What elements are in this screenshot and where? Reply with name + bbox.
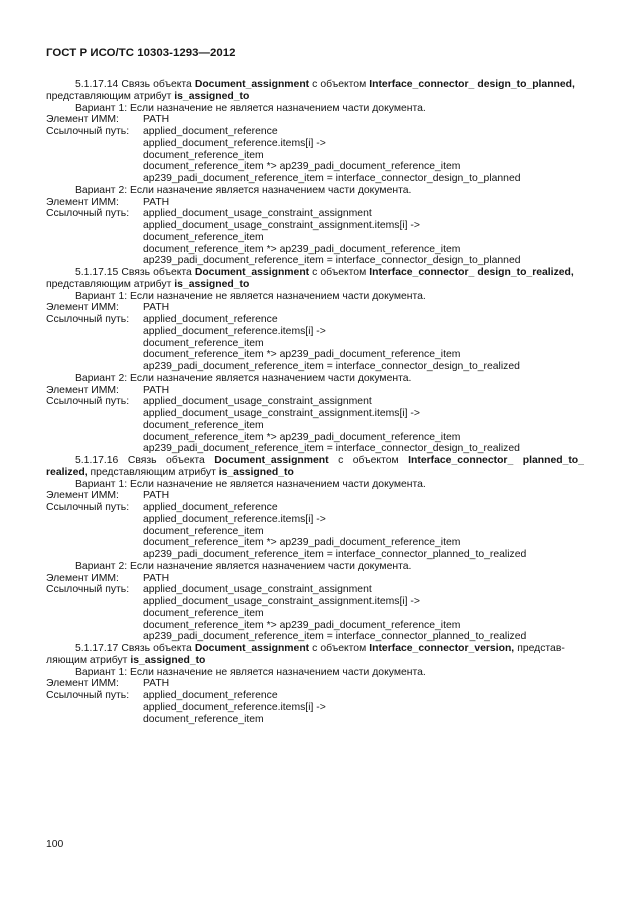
heading-part: представляющим атрибут [46,90,175,102]
heading-part: is_assigned_to [130,654,206,666]
element-value: PATH [143,384,170,396]
heading-part: is_assigned_to [174,90,250,102]
refpath-value: applied_document_reference.items[i] -> [143,701,326,713]
heading-word-wrap [408,455,513,467]
section-heading [46,79,584,91]
refpath-label: Ссылочный путь: [46,126,130,137]
element-row [46,573,584,585]
heading-word-wrap [477,267,573,279]
refpath-row [46,690,584,702]
refpath-value: applied_document_reference.items[i] -> [143,137,326,149]
refpath-value: applied_document_reference [143,314,278,325]
refpath-value: ap239_padi_document_reference_item = interface_connector_design_to_planned [143,173,521,184]
heading-word: с [338,455,344,466]
refpath-value: applied_document_usage_constraint_assignment [143,208,372,220]
heading-word: объектом [352,455,399,466]
refpath-value: applied_document_reference.items[i] -> [143,325,326,337]
heading-word: объектом [320,79,367,90]
heading-word: 5.1.17.15 [75,267,119,278]
element-row [46,678,584,690]
heading-word: объекта [153,643,192,654]
heading-word: Связь [121,267,151,278]
element-value: PATH [143,114,170,126]
section-heading [46,267,584,279]
refpath-value: document_reference_item *> ap239_padi_document_reference_item [143,537,461,549]
refpath-value: document_reference_item *> ap239_padi_document_reference_item [143,161,461,173]
element-row [46,302,584,314]
element-value: PATH [143,302,170,314]
refpath-value: applied_document_usage_constraint_assignment.items[i] -> [143,220,420,231]
heading-part: is_assigned_to [174,278,250,290]
variant-title: Вариант 1: Если назначение не является назначением части документа. [75,102,426,114]
heading-word: Связь [121,79,151,90]
refpath-row [46,584,584,596]
refpath-value: document_reference_item [143,713,264,725]
section-heading-cont [46,279,584,291]
element-label: Элемент ИММ: [46,490,119,502]
refpath-label: Ссылочный путь: [46,502,130,513]
heading-word: с [312,643,318,654]
element-value: PATH [143,678,170,690]
element-value: PATH [143,196,170,208]
heading-word: с [312,267,318,278]
heading-word: с [312,79,318,90]
refpath-value: document_reference_item [143,525,264,537]
page-header: ГОСТ Р ИСО/ТС 10303-1293—2012 [46,47,236,59]
heading-word: design_to_planned, [477,79,575,90]
refpath-value: applied_document_usage_constraint_assignment [143,396,372,408]
document-body [46,79,584,725]
heading-word: Interface_connector_ [408,455,514,466]
heading-word: объектом [320,267,367,278]
refpath-value: document_reference_item *> ap239_padi_document_reference_item [143,431,461,443]
section-heading-cont [46,655,584,667]
heading-part: is_assigned_to [218,466,294,478]
variant-title: Вариант 2: Если назначение является назначением части документа. [75,184,412,196]
page-number: 100 [46,839,64,850]
refpath-row [46,396,584,408]
refpath-value: applied_document_reference.items[i] -> [143,513,326,525]
heading-word: 5.1.17.17 [75,643,119,654]
refpath-value: document_reference_item [143,607,264,619]
heading-word-wrap [369,643,514,655]
section-heading-cont [46,91,584,103]
heading-word-wrap [195,267,309,279]
heading-word: Document_assignment [214,455,329,466]
heading-word-wrap [369,79,474,91]
element-row [46,385,584,397]
refpath-value: ap239_padi_document_reference_item = interface_connector_design_to_realized [143,443,520,455]
variant-title: Вариант 1: Если назначение не является назначением части документа. [75,290,426,302]
heading-word-wrap [214,455,328,467]
refpath-value: ap239_padi_document_reference_item = interface_connector_planned_to_realized [143,631,527,643]
heading-word-wrap [523,455,584,467]
refpath-value: document_reference_item *> ap239_padi_document_reference_item [143,243,461,255]
variant-title: Вариант 1: Если назначение не является назначением части документа. [75,666,426,678]
heading-word: Interface_connector_version, [369,643,515,654]
heading-part: представляющим атрибут [87,466,219,478]
refpath-label: Ссылочный путь: [46,584,130,596]
heading-word-wrap [477,79,575,91]
heading-word: Document_assignment [194,267,310,278]
refpath-value: applied_document_reference [143,690,278,701]
heading-part: realized, [46,466,88,478]
heading-word: 5.1.17.16 [75,455,119,466]
variant-title: Вариант 1: Если назначение не является назначением части документа. [75,478,426,490]
refpath-row [46,314,584,326]
refpath-value: ap239_padi_document_reference_item = interface_connector_planned_to_realized [143,549,527,560]
heading-word-wrap [195,643,309,655]
refpath-value: document_reference_item [143,231,264,243]
element-label: Элемент ИММ: [46,302,119,314]
refpath-label: Ссылочный путь: [46,396,130,408]
element-row [46,197,584,209]
refpath-value: document_reference_item [143,337,264,349]
heading-word: design_to_realized, [477,267,574,278]
heading-word: представ- [517,643,565,654]
heading-word: объекта [153,267,192,278]
refpath-value: applied_document_usage_constraint_assignment [143,584,372,596]
refpath-value: document_reference_item [143,149,264,161]
heading-word: Связь [127,455,157,466]
heading-word: Interface_connector_ [369,79,475,90]
section-heading-cont [46,467,584,479]
heading-word-wrap [195,79,309,91]
heading-part: ляющим атрибут [46,654,131,666]
refpath-label: Ссылочный путь: [46,690,130,701]
heading-part: представляющим атрибут [46,278,175,290]
element-label: Элемент ИММ: [46,384,119,396]
refpath-value: ap239_padi_document_reference_item = interface_connector_design_to_planned [143,255,521,267]
refpath-value: applied_document_reference [143,502,278,513]
heading-word: объекта [153,79,192,90]
heading-word: Document_assignment [194,643,310,654]
section-heading [46,455,584,467]
variant-title: Вариант 2: Если назначение является назначением части документа. [75,372,412,384]
heading-word: 5.1.17.14 [75,79,119,90]
refpath-value: document_reference_item *> ap239_padi_document_reference_item [143,349,461,361]
heading-word: Document_assignment [194,79,310,90]
refpath-value: applied_document_usage_constraint_assignment.items[i] -> [143,596,420,607]
heading-word: Interface_connector_ [369,267,475,278]
heading-word: объектом [320,643,367,654]
refpath-value: applied_document_usage_constraint_assignment.items[i] -> [143,408,420,419]
variant-title: Вариант 2: Если назначение является назначением части документа. [75,560,412,572]
heading-word: planned_to_ [522,455,584,466]
element-row [46,490,584,502]
heading-word: Связь [121,643,151,654]
refpath-value: document_reference_item *> ap239_padi_document_reference_item [143,619,461,631]
refpath-row [46,208,584,220]
element-label: Элемент ИММ: [46,196,119,208]
refpath-value: document_reference_item [143,419,264,431]
refpath-label: Ссылочный путь: [46,314,130,325]
refpath-value: applied_document_reference [143,126,278,137]
element-value: PATH [143,490,170,502]
element-row [46,114,584,126]
heading-word-wrap [369,267,474,279]
element-label: Элемент ИММ: [46,114,119,126]
refpath-row [46,126,584,138]
section-heading [46,643,584,655]
element-label: Элемент ИММ: [46,678,119,690]
heading-word: объекта [166,455,205,466]
element-value: PATH [143,572,170,584]
refpath-row [46,502,584,514]
refpath-value: ap239_padi_document_reference_item = interface_connector_design_to_realized [143,361,520,372]
element-label: Элемент ИММ: [46,572,119,584]
refpath-label: Ссылочный путь: [46,208,130,220]
